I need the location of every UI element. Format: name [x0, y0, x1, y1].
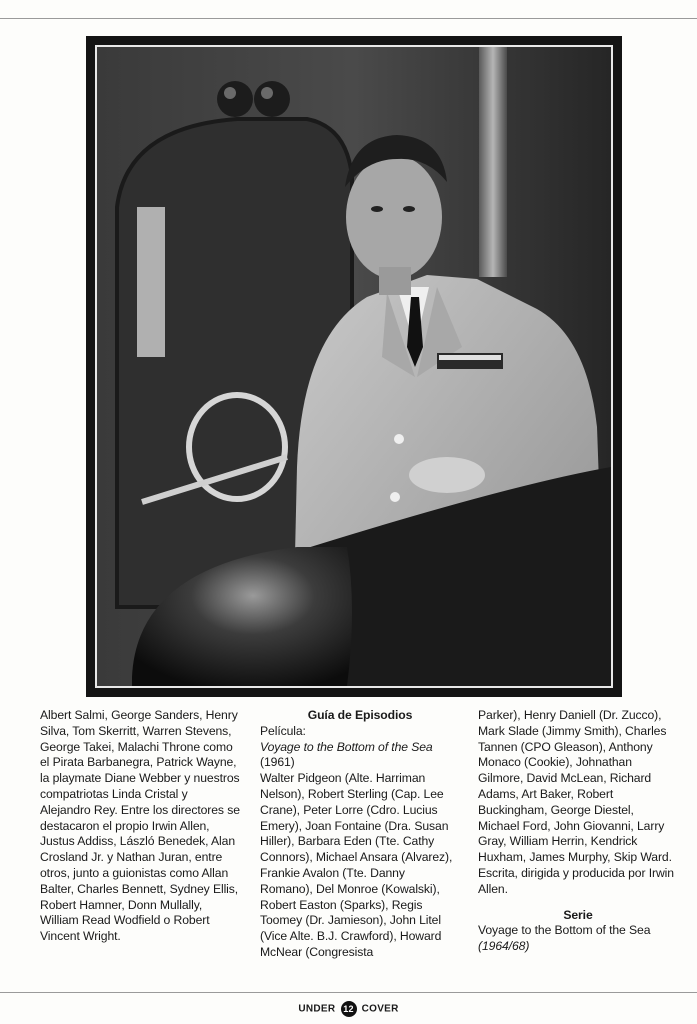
- page-number: 12: [341, 1001, 357, 1017]
- column-left: [40, 708, 240, 945]
- bottom-rule: [0, 992, 697, 993]
- film-cast: Walter Pidgeon (Alte. Harriman Nelson), Robert Sterling (Cap. Lee Crane), Peter Lorre (Cdro. Lucius Emery), Joan Fontaine (Dra. Susan Hiller), Barbara Eden (Tte. Cathy Connors), Michael Ansara (Alvarez), Frankie Avalon (Tte. Danny Romano), Del Monroe (Kowalski), Robert Easton (Sparks), Regis Toomey (Dr. Jamieson), John Litel (Vice Alte. B.J. Crawford), Howard McNear (Congresista: [260, 771, 453, 959]
- footer: [0, 1001, 697, 1017]
- top-rule: [0, 18, 697, 19]
- pelicula-label: Película:: [260, 723, 306, 738]
- footer-brand-right: COVER: [361, 1003, 399, 1015]
- column-right: [478, 708, 678, 955]
- photo: [86, 36, 622, 697]
- serie-heading: Serie: [563, 907, 593, 922]
- photo-naval-officer-icon: [95, 45, 613, 688]
- film-title: Voyage to the Bottom of the Sea: [260, 739, 433, 754]
- cast-paragraph: Albert Salmi, George Sanders, Henry Silva, Tom Skerritt, Warren Stevens, George Takei, Malachi Throne como el Pirata Barbanegra, Patrick Wayne, la playmate Diane Webber y nuestros compatriotas Linda Cristal y Alejandro Rey. Entre los directores se destacaron el propio Irwin Allen, Justus Addiss, László Benedek, Alan Crosland Jr. y Nathan Juran, entre otros, junto a guionistas como Allan Balter, Charles Bennett, Sydney Ellis, Robert Hamner, Donn Mullally, William Read Wodfield o Robert Vincent Wright.: [40, 708, 240, 944]
- film-year: (1961): [260, 755, 295, 770]
- serie-title: Voyage to the Bottom of the Sea: [478, 923, 651, 938]
- section-heading: Guía de Episodios: [307, 708, 413, 722]
- footer-brand-left: UNDER: [298, 1003, 336, 1015]
- serie-years: (1964/68): [478, 939, 530, 954]
- film-cast-continued: Parker), Henry Daniell (Dr. Zucco), Mark Slade (Jimmy Smith), Charles Tannen (CPO Gleason), Anthony Monaco (Cookie), Johnathan Gilmore, David McLean, Richard Adams, Art Baker, Robert Buckingham, George Diestel, Michael Ford, John Giovanni, Larry Gray, William Herrin, Kendrick Huxham, James Murphy, Skip Ward.: [478, 708, 672, 865]
- column-middle: [260, 708, 460, 961]
- credits: Escrita, dirigida y producida por Irwin Allen.: [478, 865, 674, 896]
